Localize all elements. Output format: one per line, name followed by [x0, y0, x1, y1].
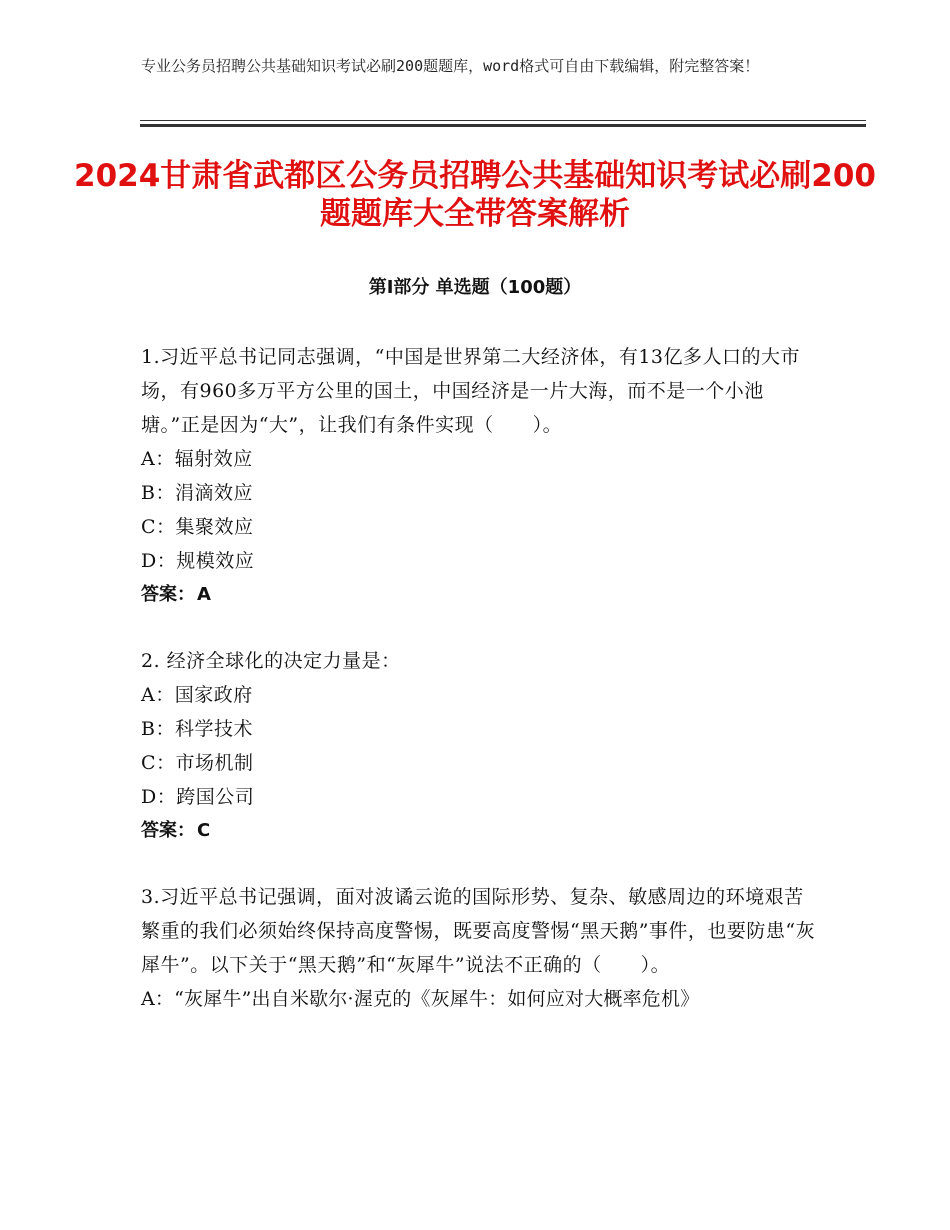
option-a: A：国家政府	[141, 684, 253, 706]
header-divider-thin	[140, 120, 866, 121]
answer-line	[141, 814, 821, 848]
section-heading: 第Ⅰ部分 单选题（100题）	[368, 277, 582, 298]
answer-line	[141, 578, 821, 612]
option-a: A：辐射效应	[141, 448, 253, 470]
question-2	[141, 644, 821, 848]
question-list	[141, 340, 821, 1048]
question-1	[141, 340, 821, 612]
option-c: C：市场机制	[141, 752, 254, 774]
option-d: D：跨国公司	[141, 786, 255, 808]
answer-value: C	[197, 820, 211, 841]
question-stem: 1.习近平总书记同志强调，“中国是世界第二大经济体，有13亿多人口的大市场，有960多万平方公里的国土，中国经济是一片大海，而不是一个小池塘。”正是因为“大”，让我们有条件实现（ ）。	[141, 346, 801, 436]
header-divider-thick	[140, 124, 866, 127]
question-3	[141, 880, 821, 1016]
answer-label: 答案：	[141, 584, 195, 605]
option-c: C：集聚效应	[141, 516, 254, 538]
option-b: B：涓滴效应	[141, 482, 253, 504]
option-a: A：“灰犀牛”出自米歇尔·渥克的《灰犀牛：如何应对大概率危机》	[141, 988, 700, 1010]
question-stem: 2. 经济全球化的决定力量是：	[141, 650, 401, 672]
option-d: D：规模效应	[141, 550, 255, 572]
answer-value: A	[197, 584, 211, 605]
option-b: B：科学技术	[141, 718, 253, 740]
answer-label: 答案：	[141, 820, 195, 841]
header-note: 专业公务员招聘公共基础知识考试必刷200题题库，word格式可自由下载编辑，附完整答案！	[141, 57, 760, 75]
question-stem: 3.习近平总书记强调，面对波谲云诡的国际形势、复杂、敏感周边的环境艰苦繁重的我们必须始终保持高度警惕，既要高度警惕“黑天鹅”事件，也要防患“灰犀牛”。以下关于“黑天鹅”和“灰犀牛”说法不正确的（ ）。	[141, 886, 816, 976]
document-title: 2024甘肃省武都区公务员招聘公共基础知识考试必刷200题题库大全带答案解析	[74, 158, 876, 232]
